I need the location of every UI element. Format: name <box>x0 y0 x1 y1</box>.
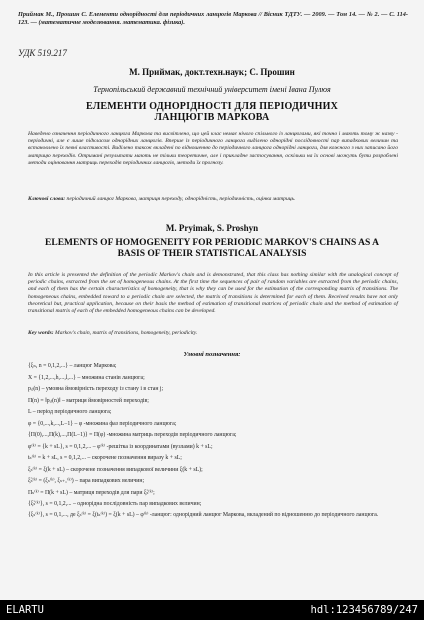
notation-item: φ⁽ᵏ⁾ = {k + sL}, s = 0,1,2,... – φ⁽ᵏ⁾ -решітка із координатами (вузлами) k + sL; <box>28 443 213 450</box>
abstract-ukrainian: Наведено означення періодичного ланцюга Маркова та висвітлено, що цей клас немає нічого спільного із ланцюгами, які точно і мають тому ж назву - періодичні, але є лише підкласом однорідних ланцюгів. Вперше із періодичного ланцюга виділено однорідні послідовності пар випадкових величин та встановлено їх певні властивості. Виділено також вкладені по відношенню до періодичного ланцюга однорідні ланцюги, для кожного з них записано його матрицю переходів. Отримані результати мають не тільки теоретичне, але і прикладне застосування, оскільки на їх основі можуть бути розроблені методи оцінювання матриць переходів періодичних ланцюгів, методи їх прогнозу. <box>28 131 398 166</box>
udk-code: УДК 519.217 <box>18 48 67 58</box>
notation-item: pᵢⱼ(n) – умовна ймовірність переходу із стану i в стан j; <box>28 386 164 392</box>
authors-ukrainian: М. Приймак, докт.техн.наук; С. Прошин <box>129 67 295 77</box>
notation-item: ξ̃ₛ⁽ᵏ⁾ = (ξₛ⁽ᵏ⁾, ξₛ₊₁⁽ᵏ⁾) – пара випадкових величин; <box>28 478 145 484</box>
notation-item: X = {1,2,...,h,...,l,...} – множина станів ланцюга; <box>28 374 145 381</box>
notation-item: Π(n) = ‖pᵢⱼ(n)‖ – матриця ймовірностей переходів; <box>28 397 149 404</box>
keywords-english <box>28 330 398 337</box>
notation-item: tₛ⁽ᵏ⁾ = k + sL, s = 0,1,2,... – скорочене позначення виразу k + sL; <box>28 455 182 461</box>
notation-item: {ξₛ⁽ᵏ⁾}, s = 0,1,..., де ξₛ⁽ᵏ⁾ = ξ(tₛ⁽ᵏ⁾) = ξ(k + sL) – φ⁽ᵏ⁾ -ланцюг: однорідний ланцюг Маркова, вкладений по відношенню до періодичного ланцюга. <box>28 511 379 518</box>
notation-item: φ = {0,...,k,...,L−1} – φ -множина фаз періодичного ланцюга; <box>28 420 177 427</box>
notation-item: L – період періодичного ланцюга; <box>28 409 112 415</box>
title-ukrainian: ЕЛЕМЕНТИ ОДНОРІДНОСТІ ДЛЯ ПЕРІОДИЧНИХ ЛАНЦЮГІВ МАРКОВА <box>85 101 338 123</box>
authors-english: M. Pryimak, S. Proshyn <box>165 223 259 233</box>
affiliation: Тернопільський державний технічний університет імені Івана Пулюя <box>93 85 331 94</box>
notation-heading: Умовні позначення: <box>183 351 241 358</box>
repository-footer <box>0 600 424 620</box>
citation: Приймак М., Прошин С. Елементи однорідності для періодичних ланцюгів Маркова // Вісник ТДТУ. — 2009. — Том 14. — № 2. — С. 114-123. — (математичне моделювання. математика. фізика). <box>18 11 408 27</box>
repository-name: ELARTU <box>6 604 44 616</box>
keywords-english-label: Key words: <box>28 330 54 336</box>
notation-item: {Π(0),...,Π(k),...,Π(L−1)} = Π(φ) -множина матриць переходів періодичного ланцюга; <box>28 432 237 438</box>
keywords-english-text: Markov's chain, matrix of transitions, homogeneity, periodicity. <box>55 330 198 336</box>
keywords-ukrainian <box>28 196 398 203</box>
abstract-english: In this article is presented the definition of the periodic Markov's chain and is demonstrated, that this class has nothing similar with the unalogical concept of periodic chains, extracted from the set of homogeneous chains. At the first time the sequences of pair of random variables are extracted from the periodic chains, and each of them has the certain characteristics of homogeneity, that is why they can be used for the estimation of the corresponding matrix of transitions. The homogeneous chains, embedded toward to a periodic chain are selected, the matrix of transitions is determined for each of them. Received results have not only theoretical but, practical application, because on their basis the method of estimation of transitional matrices of periodic chain and the method of estimation of transitional matrix of each of the embedded homogeneous chains can be developed. <box>28 272 398 315</box>
title-english: ELEMENTS OF HOMOGENEITY FOR PERIODIC MARKOV'S CHAINS AS A BASIS OF THEIR STATISTICAL ANALYSIS <box>45 238 379 259</box>
keywords-ukrainian-text: періодичний ланцюг Маркова, матриця переходу, однорідність, періодичність, оцінка матриць. <box>66 196 296 202</box>
notation-list <box>28 361 398 519</box>
notation-item: ξₛ⁽ᵏ⁾ = ξ(k + sL) – скорочене позначення випадкової величини ξ(k + sL); <box>28 466 203 473</box>
notation-item: Πₛ⁽ᵏ⁾ = Π(k + sL) – матриця переходів для пари ξ̃ₛ⁽ᵏ⁾; <box>28 489 155 496</box>
notation-item: {ξₙ, n = 0,1,2,...} – ланцюг Маркова; <box>28 363 117 369</box>
keywords-ukrainian-label: Ключові слова: <box>28 196 66 202</box>
notation-item: {ξ̃ₛ⁽ᵏ⁾}, s = 0,1,2,... – однорідна послідовність пар випадкових величин; <box>28 501 202 507</box>
handle-link[interactable]: hdl:123456789/247 <box>310 604 418 616</box>
